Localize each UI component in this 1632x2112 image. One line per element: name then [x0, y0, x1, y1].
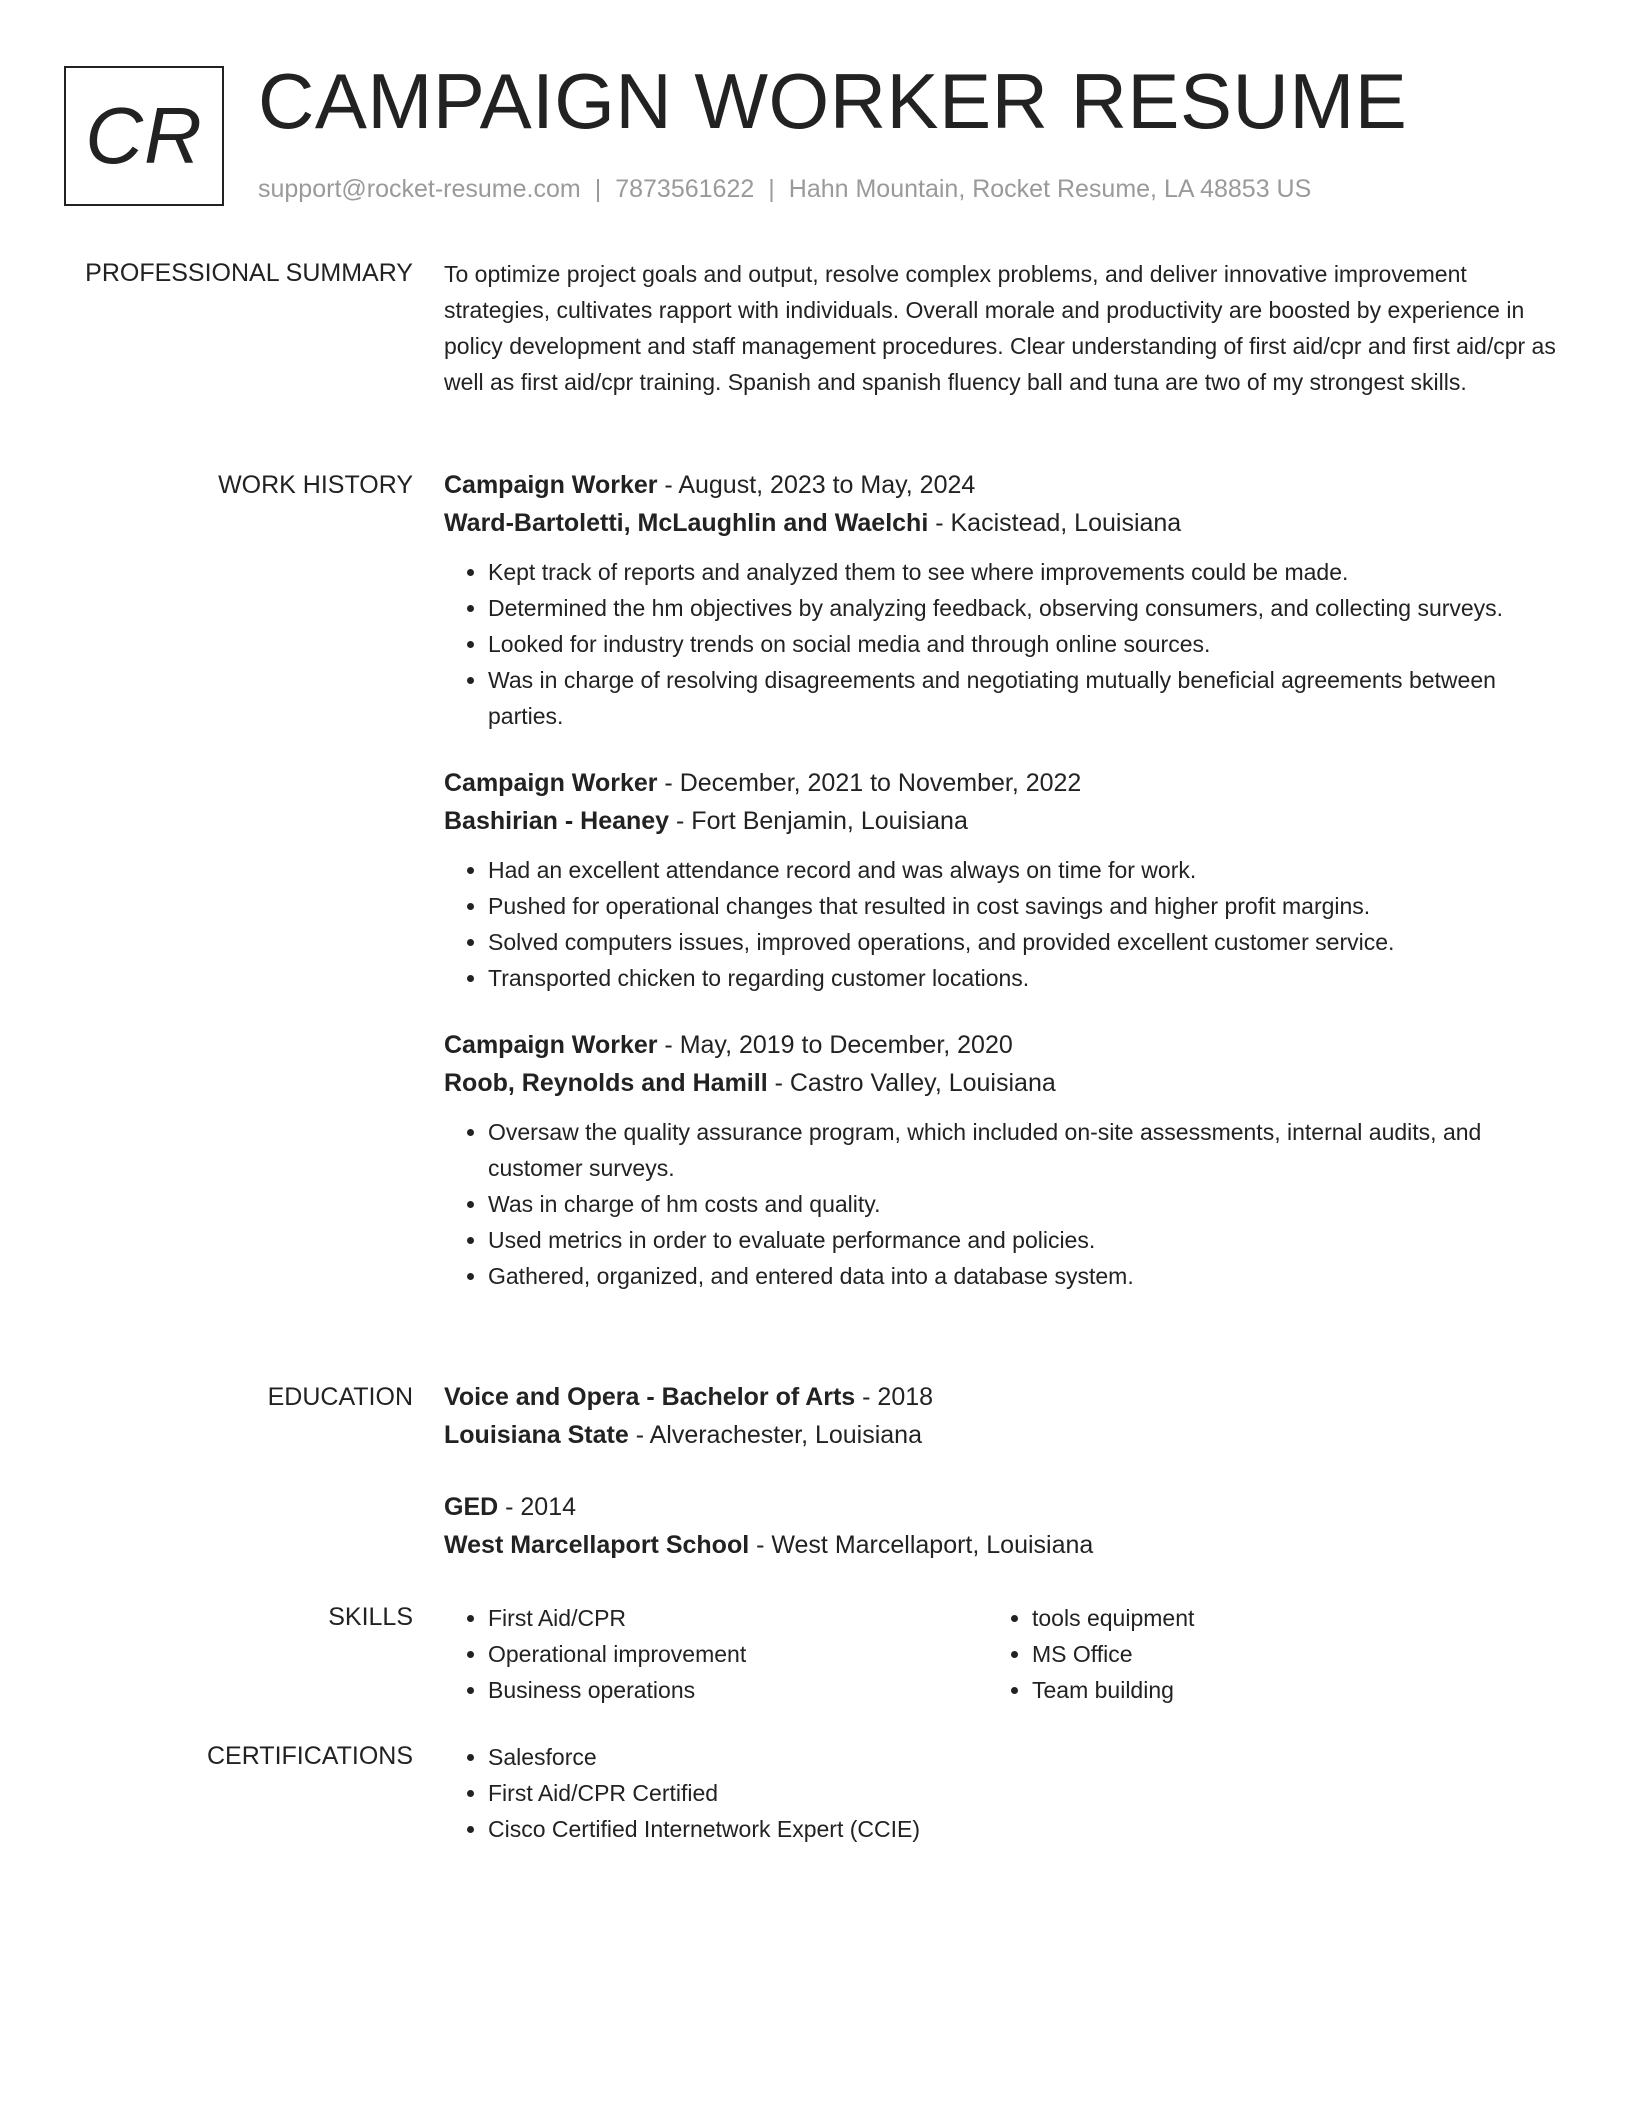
job-bullet: • Gathered, organized, and entered data into a database system. [488, 1258, 1564, 1294]
section-label-work: WORK HISTORY [218, 471, 413, 499]
job-location: - Kacistead, Louisiana [928, 509, 1182, 537]
summary-text: To optimize project goals and output, resolve complex problems, and deliver innovative improvement strategies, cultivates rapport with individuals. Overall morale and productivity are boosted by experience in policy development and staff management procedures. Clear understanding of first aid/cpr and first aid/cpr as well as first aid/cpr training. Spanish and spanish fluency ball and tuna are two of my strongest skills. [444, 261, 1556, 395]
skills-column-left [444, 1600, 988, 1708]
job-entry [444, 764, 1564, 996]
job-company: Bashirian - Heaney [444, 807, 670, 835]
education-degree-line [444, 1378, 1564, 1416]
skills-grid [444, 1600, 1564, 1708]
job-company: Ward-Bartoletti, McLaughlin and Waelchi [444, 509, 929, 537]
skill-item: • First Aid/CPR [488, 1600, 988, 1636]
job-bullet: • Oversaw the quality assurance program, which included on-site assessments, internal audits, and customer surveys. [488, 1114, 1564, 1186]
education-degree: GED [444, 1493, 499, 1521]
job-title-line [444, 1026, 1564, 1064]
skills-column-right [988, 1600, 1532, 1708]
job-bullets [444, 554, 1564, 734]
section-label-certifications: CERTIFICATIONS [206, 1742, 413, 1770]
certification-item: • Cisco Certified Internetwork Expert (CCIE) [488, 1811, 1564, 1847]
job-bullets [444, 1114, 1564, 1294]
certifications-body [444, 1739, 1564, 1847]
contact-line [258, 174, 1311, 204]
education-school: Louisiana State [444, 1421, 629, 1449]
skill-item: • MS Office [1032, 1636, 1532, 1672]
education-year: - 2018 [855, 1383, 934, 1411]
page-title: CAMPAIGN WORKER RESUME [258, 57, 1408, 145]
job-entry [444, 1026, 1564, 1294]
education-school-line [444, 1526, 1564, 1564]
job-bullet: • Determined the hm objectives by analyzing feedback, observing consumers, and collecting surveys. [488, 590, 1564, 626]
job-bullet: • Had an excellent attendance record and was always on time for work. [488, 852, 1564, 888]
certification-item: • First Aid/CPR Certified [488, 1775, 1564, 1811]
skills-body [444, 1600, 1564, 1708]
contact-address: Hahn Mountain, Rocket Resume, LA 48853 US [788, 175, 1312, 203]
summary-body [444, 256, 1564, 400]
job-location: - Castro Valley, Louisiana [767, 1069, 1056, 1097]
job-company-line [444, 504, 1564, 542]
work-history-body [444, 466, 1564, 1324]
job-bullet: • Used metrics in order to evaluate performance and policies. [488, 1222, 1564, 1258]
education-entry [444, 1378, 1564, 1454]
contact-phone: 7873561622 [615, 175, 755, 203]
job-title: Campaign Worker [444, 1031, 658, 1059]
education-entry [444, 1488, 1564, 1564]
contact-separator: | [768, 175, 775, 203]
certification-item: • Salesforce [488, 1739, 1564, 1775]
education-body [444, 1378, 1564, 1598]
certifications-list [444, 1739, 1564, 1847]
job-bullet: • Was in charge of hm costs and quality. [488, 1186, 1564, 1222]
section-label-skills: SKILLS [328, 1603, 413, 1631]
education-location: - West Marcellaport, Louisiana [749, 1531, 1094, 1559]
contact-separator: | [594, 175, 602, 203]
job-bullet: • Solved computers issues, improved operations, and provided excellent customer service. [488, 924, 1564, 960]
skill-item: • Operational improvement [488, 1636, 988, 1672]
skill-item: • tools equipment [1032, 1600, 1532, 1636]
monogram-initials: CR [85, 91, 203, 180]
job-title-line [444, 764, 1564, 802]
job-title-line [444, 466, 1564, 504]
job-dates: - August, 2023 to May, 2024 [657, 471, 976, 499]
skill-item: • Team building [1032, 1672, 1532, 1708]
job-bullet: • Kept track of reports and analyzed them to see where improvements could be made. [488, 554, 1564, 590]
job-company-line [444, 1064, 1564, 1102]
job-dates: - December, 2021 to November, 2022 [657, 769, 1082, 797]
section-label-education: EDUCATION [267, 1383, 413, 1411]
job-entry [444, 466, 1564, 734]
skill-item: • Business operations [488, 1672, 988, 1708]
job-bullet: • Looked for industry trends on social media and through online sources. [488, 626, 1564, 662]
job-company-line [444, 802, 1564, 840]
education-school-line [444, 1416, 1564, 1454]
education-degree-line [444, 1488, 1564, 1526]
job-bullet: • Transported chicken to regarding customer locations. [488, 960, 1564, 996]
education-year: - 2014 [498, 1493, 577, 1521]
education-degree: Voice and Opera - Bachelor of Arts [444, 1383, 856, 1411]
job-bullet: • Was in charge of resolving disagreements and negotiating mutually beneficial agreements between parties. [488, 662, 1564, 734]
education-school: West Marcellaport School [444, 1531, 750, 1559]
education-location: - Alverachester, Louisiana [628, 1421, 922, 1449]
job-bullets [444, 852, 1564, 996]
job-dates: - May, 2019 to December, 2020 [657, 1031, 1013, 1059]
job-bullet: • Pushed for operational changes that resulted in cost savings and higher profit margins. [488, 888, 1564, 924]
job-company: Roob, Reynolds and Hamill [444, 1069, 768, 1097]
contact-email: support@rocket-resume.com [258, 175, 581, 203]
job-location: - Fort Benjamin, Louisiana [669, 807, 968, 835]
monogram-box [64, 66, 224, 206]
job-title: Campaign Worker [444, 471, 658, 499]
job-title: Campaign Worker [444, 769, 658, 797]
section-label-summary: PROFESSIONAL SUMMARY [85, 259, 413, 287]
